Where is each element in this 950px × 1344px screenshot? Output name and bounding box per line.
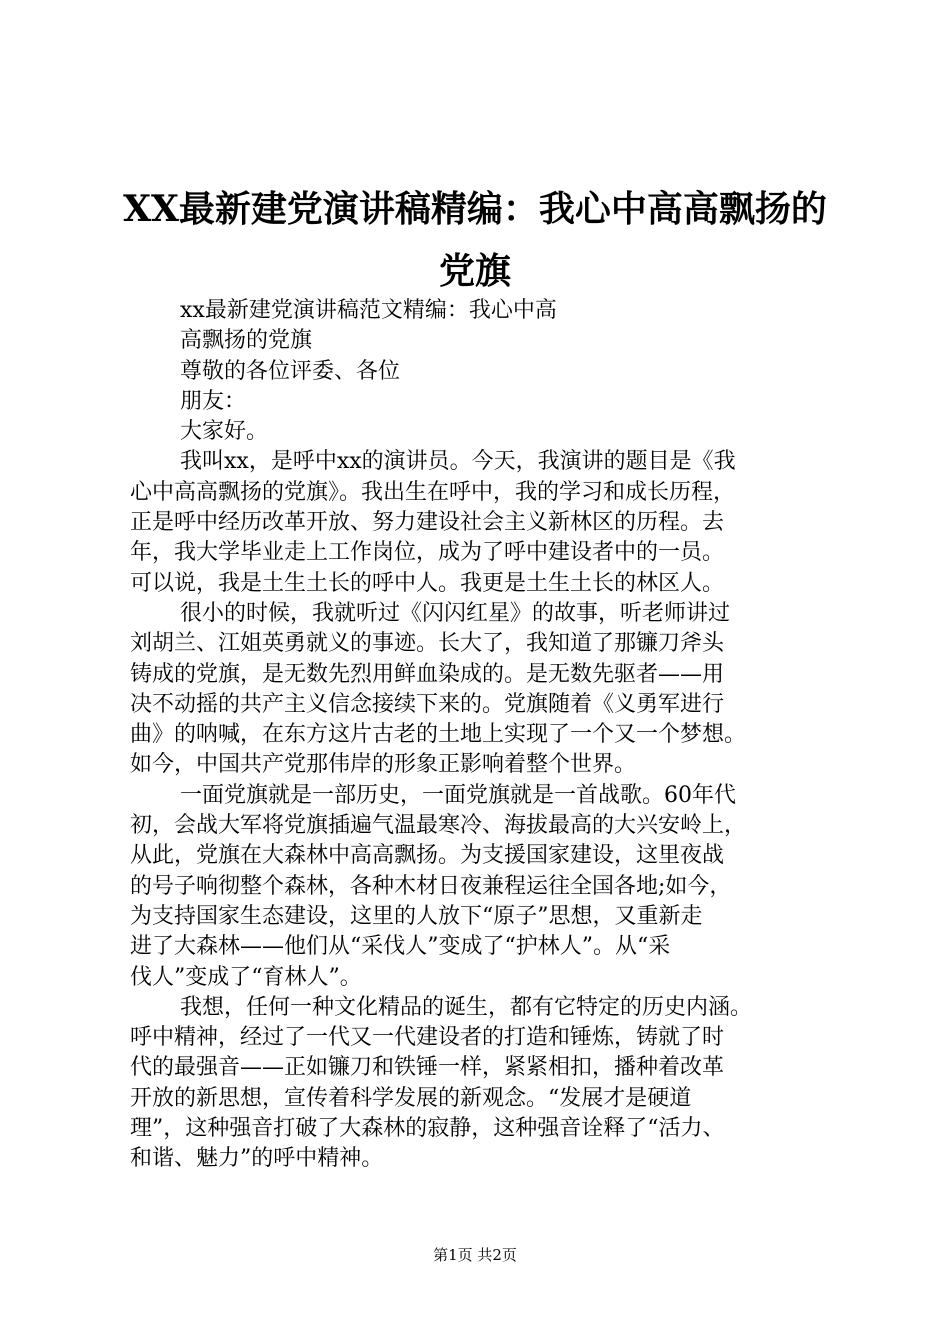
paragraph-line: 年，我大学毕业走上工作岗位，成为了呼中建设者中的一员。 — [130, 540, 725, 566]
paragraph-line: 曲》的呐喊，在东方这片古老的土地上实现了一个又一个梦想。 — [130, 722, 747, 748]
paragraph-line: 呼中精神，经过了一代又一代建设者的打造和锤炼，铸就了时 — [130, 1025, 725, 1051]
body-line: 高飘扬的党旗 — [180, 328, 313, 354]
paragraph-line: 一面党旗就是一部历史，一面党旗就是一首战歌。60年代 — [180, 782, 736, 808]
paragraph-line: 代的最强音——正如镰刀和铁锤一样，紧紧相扣，播种着改革 — [130, 1055, 725, 1081]
paragraph-line: 刘胡兰、江姐英勇就义的事迹。长大了，我知道了那镰刀斧头 — [130, 631, 725, 657]
body-line: 朋友： — [180, 388, 247, 414]
document-title — [120, 178, 830, 302]
paragraph-line: 决不动摇的共产主义信念接续下来的。党旗随着《义勇军进行 — [130, 691, 725, 717]
body-line: xx最新建党演讲稿范文精编：我心中高 — [180, 298, 557, 323]
paragraph-line: 理”，这种强音打破了大森林的寂静，这种强音诠释了“活力、 — [130, 1116, 725, 1142]
body-line: 大家好。 — [180, 419, 269, 445]
paragraph-line: 从此，党旗在大森林中高高飘扬。为支援国家建设，这里夜战 — [130, 843, 725, 869]
paragraph-line: 开放的新思想，宣传着科学发展的新观念。“发展才是硬道 — [130, 1085, 692, 1111]
paragraph-line: 的号子响彻整个森林，各种木材日夜兼程运往全国各地;如今， — [130, 873, 732, 899]
paragraph-line: 我叫xx，是呼中xx的演讲员。今天，我演讲的题目是《我 — [180, 449, 736, 475]
paragraph-line: 进了大森林——他们从“采伐人”变成了“护林人”。从“采 — [130, 934, 671, 960]
paragraph-line: 初，会战大军将党旗插遍气温最寒冷、海拔最高的大兴安岭上， — [130, 813, 747, 839]
title-line-1: XX最新建党演讲稿精编：我心中高高飘扬的 — [123, 188, 827, 230]
body-line: 尊敬的各位评委、各位 — [180, 358, 401, 384]
document-body — [130, 296, 842, 1175]
title-line-2: 党旗 — [438, 250, 511, 292]
page-footer: 第1页 共2页 — [433, 1246, 517, 1264]
paragraph-line: 正是呼中经历改革开放、努力建设社会主义新林区的历程。去 — [130, 510, 725, 536]
paragraph-line: 我想，任何一种文化精品的诞生，都有它特定的历史内涵。 — [180, 994, 753, 1020]
paragraph-line: 很小的时候，我就听过《闪闪红星》的故事，听老师讲过 — [180, 600, 731, 626]
paragraph-line: 如今，中国共产党那伟岸的形象正影响着整个世界。 — [130, 752, 637, 778]
paragraph-line: 铸成的党旗，是无数先烈用鲜血染成的。是无数先驱者——用 — [130, 661, 725, 687]
paragraph-line: 心中高高飘扬的党旗》。我出生在呼中，我的学习和成长历程， — [130, 479, 736, 505]
paragraph-line: 伐人”变成了“育林人”。 — [130, 964, 362, 990]
paragraph-line: 和谐、魅力”的呼中精神。 — [130, 1146, 384, 1172]
paragraph-line: 可以说，我是土生土长的呼中人。我更是土生土长的林区人。 — [130, 570, 725, 596]
paragraph-line: 为支持国家生态建设，这里的人放下“原子”思想，又重新走 — [130, 903, 703, 929]
